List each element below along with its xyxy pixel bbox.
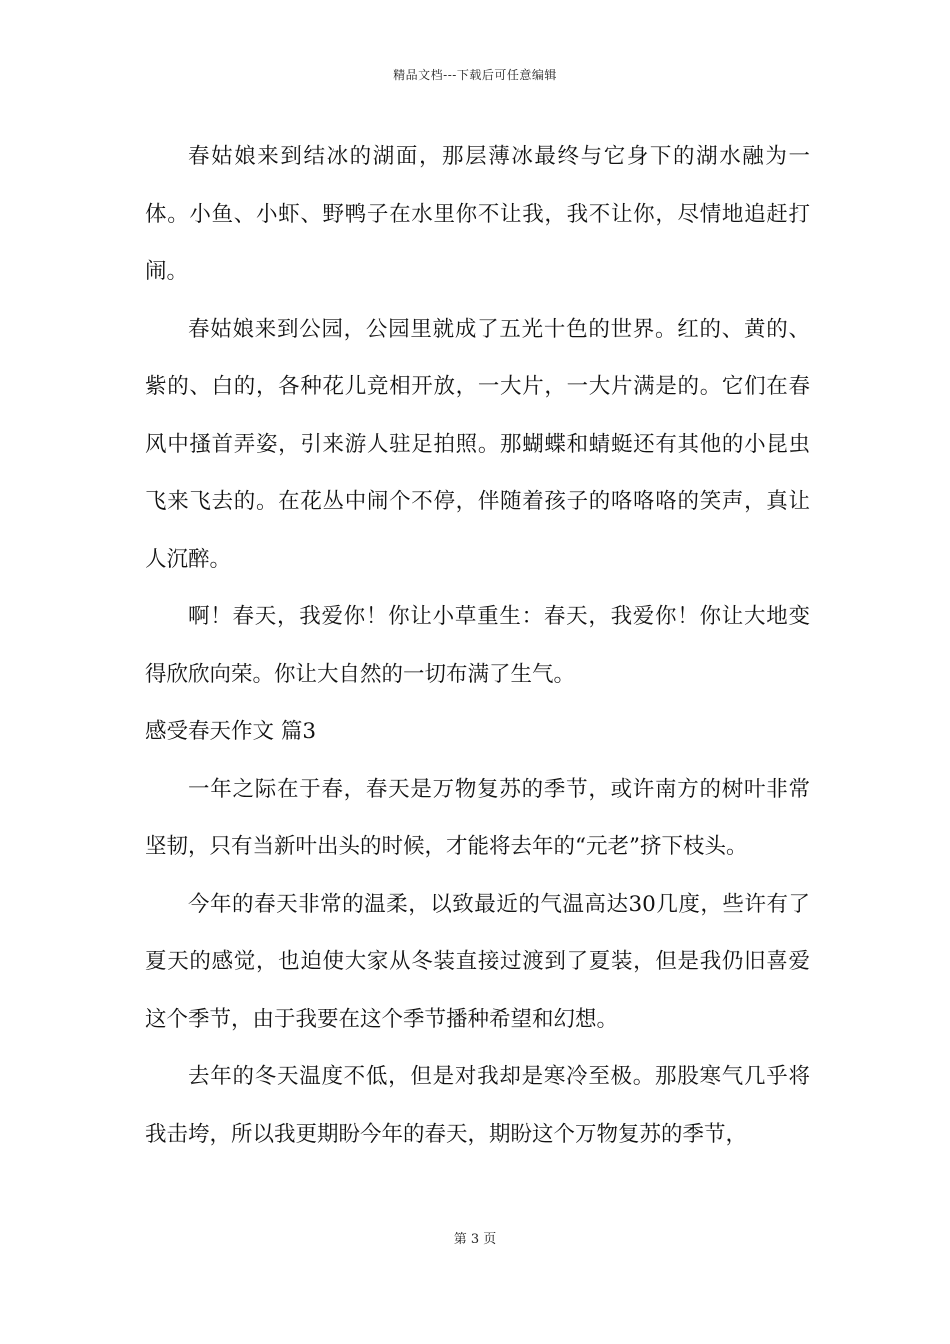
paragraph-cold-winter: 去年的冬天温度不低，但是对我却是寒冷至极。那股寒气几乎将我击垮，所以我更期盼今年的春天，期盼这个万物复苏的季节， [145,1064,810,1147]
page-header: 精品文档---下载后可任意编辑 [393,68,557,82]
paragraph-love-spring: 啊！春天，我爱你！你让小草重生：春天，我爱你！你让大地变得欣欣向荣。你让大自然的一切布满了生气。 [145,604,810,687]
paragraph-new-leaves: 一年之际在于春，春天是万物复苏的季节，或许南方的树叶非常坚韧，只有当新叶出头的时候，才能将去年的“元老”挤下枝头。 [145,776,810,859]
section-title: 感受春天作文 篇3 [145,719,317,744]
paragraph-warm-spring: 今年的春天非常的温柔，以致最近的气温高达30几度，些许有了夏天的感觉，也迫使大家从冬装直接过渡到了夏装，但是我仍旧喜爱这个季节，由于我要在这个季节播种希望和幻想。 [145,891,810,1032]
paragraph-park: 春姑娘来到公园，公园里就成了五光十色的世界。红的、黄的、紫的、白的，各种花儿竞相开放，一大片，一大片满是的。它们在春风中搔首弄姿，引来游人驻足拍照。那蝴蝶和蜻蜓还有其他的小昆虫飞来飞去的。在花丛中闹个不停，伴随着孩子的咯咯咯的笑声，真让人沉醉。 [145,316,810,572]
document-body [145,128,810,1163]
page-number: 第 3 页 [453,1232,497,1247]
paragraph-lake: 春姑娘来到结冰的湖面，那层薄冰最终与它身下的湖水融为一体。小鱼、小虾、野鸭子在水里你不让我，我不让你，尽情地追赶打闹。 [145,144,810,284]
